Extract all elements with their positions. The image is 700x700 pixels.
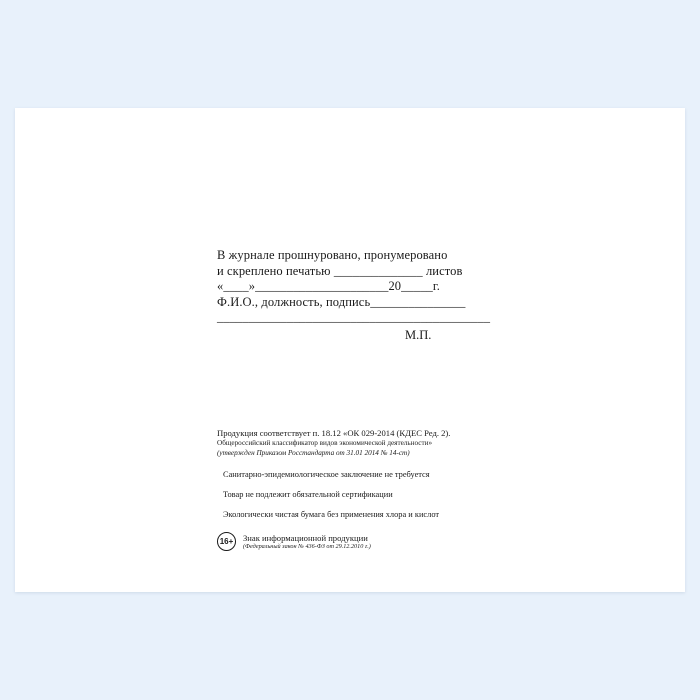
- certification-line-2: и скреплено печатью ______________ листов: [217, 263, 463, 278]
- page-content: [15, 108, 685, 592]
- certification-block: [217, 248, 517, 326]
- age-rating-badge-icon: 16+: [217, 532, 236, 551]
- age-mark-title: Знак информационной продукции: [243, 532, 368, 543]
- seal-mark: М.П.: [405, 328, 432, 342]
- legal-block: [217, 428, 547, 520]
- legal-item-eco-paper: Экологически чистая бумага без применения хлора и кислот: [223, 510, 440, 519]
- legal-standard-line-2: Общероссийский классификатор видов экономической деятельности»: [217, 439, 433, 447]
- age-mark-row: [217, 532, 371, 551]
- legal-item-certification: Товар не подлежит обязательной сертификации: [223, 490, 393, 499]
- legal-item-sanitary: Санитарно-эпидемиологическое заключение не требуется: [223, 470, 430, 479]
- legal-standard-line-3: (утвержден Приказом Росстандарта от 31.01 2014 № 14-ст): [217, 448, 410, 457]
- certification-line-4: Ф.И.О., должность, подпись_______________: [217, 294, 466, 309]
- certification-line-5: ___________________________________________: [217, 310, 491, 324]
- document-page: [15, 108, 685, 592]
- certification-line-3: «____»_____________________20_____г.: [217, 279, 440, 293]
- certification-line-1: В журнале прошнуровано, пронумеровано: [217, 248, 448, 262]
- legal-spacer-3: [217, 500, 547, 509]
- legal-spacer: [217, 458, 547, 469]
- age-mark-text: [243, 533, 371, 551]
- legal-standard-line-1: Продукция соответствует п. 18.12 «ОК 029-2014 (КДЕС Ред. 2).: [217, 428, 451, 438]
- age-mark-subtitle: (Федеральный закон № 436-ФЗ от 29.12.2010 г.): [243, 542, 371, 550]
- legal-spacer-2: [217, 480, 547, 489]
